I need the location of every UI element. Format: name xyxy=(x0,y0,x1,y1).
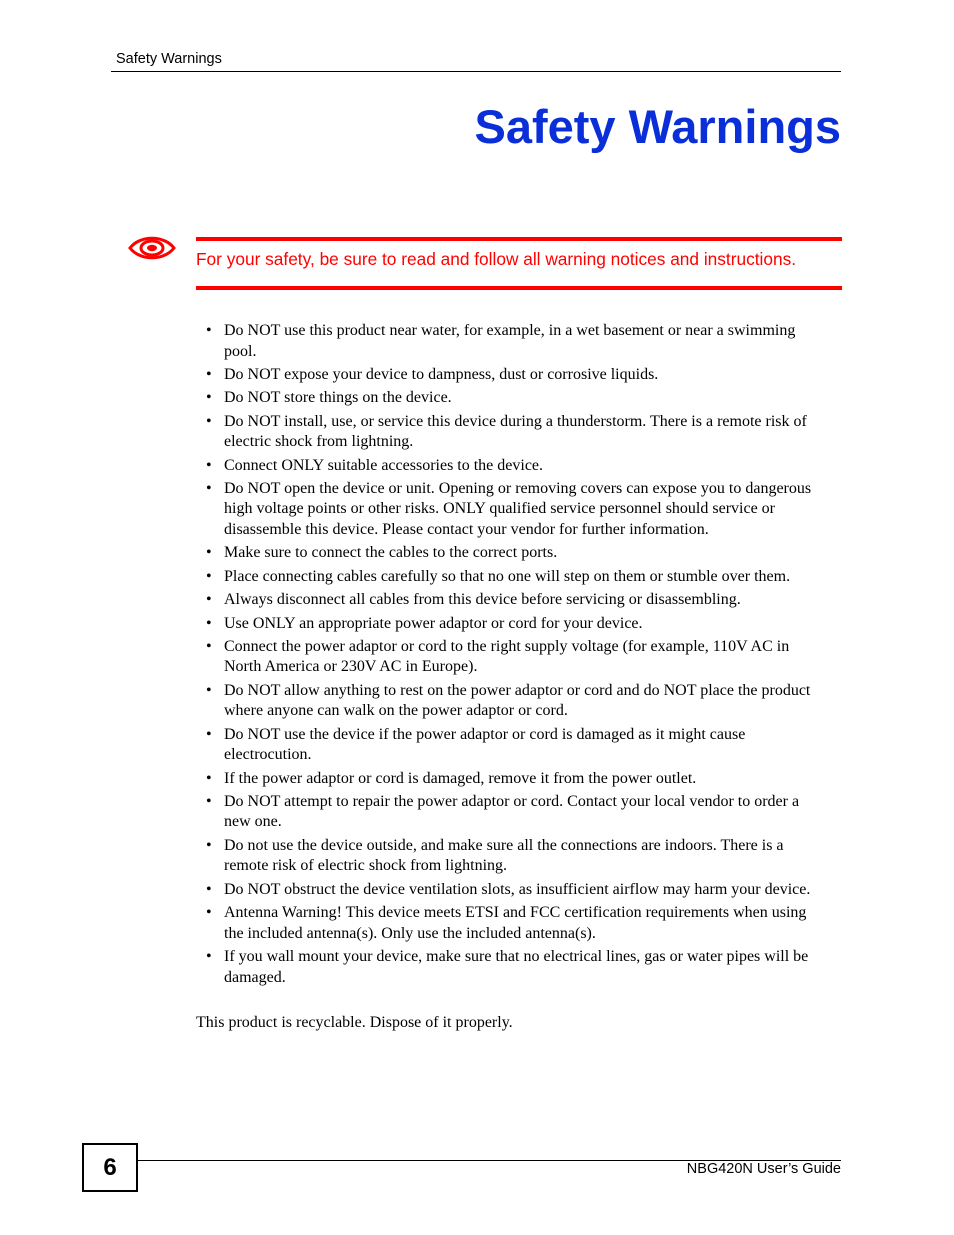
warning-item: • If the power adaptor or cord is damaged, remove it from the power outlet. xyxy=(204,769,824,790)
eye-icon xyxy=(128,234,176,262)
header-rule xyxy=(111,71,841,72)
warning-item: • Do NOT install, use, or service this device during a thunderstorm. There is a remote risk of electric shock from lightning. xyxy=(204,412,824,453)
warning-item: • Do NOT expose your device to dampness, dust or corrosive liquids. xyxy=(204,365,824,386)
warning-item: • Use ONLY an appropriate power adaptor or cord for your device. xyxy=(204,614,824,635)
warning-item: • If you wall mount your device, make sure that no electrical lines, gas or water pipes will be damaged. xyxy=(204,947,824,988)
warning-item: • Always disconnect all cables from this device before servicing or disassembling. xyxy=(204,590,824,611)
warning-item: • Place connecting cables carefully so that no one will step on them or stumble over them. xyxy=(204,567,824,588)
warning-item: • Do NOT open the device or unit. Opening or removing covers can expose you to dangerous high voltage points or other risks. ONLY qualified service personnel should service or disassemble this device. Please contact your vendor for further information. xyxy=(204,479,824,541)
warning-item: • Do NOT attempt to repair the power adaptor or cord. Contact your local vendor to order a new one. xyxy=(204,792,824,833)
guide-title: NBG420N User’s Guide xyxy=(686,1161,841,1177)
warning-item: • Do NOT obstruct the device ventilation slots, as insufficient airflow may harm your device. xyxy=(204,880,824,901)
recycle-note: This product is recyclable. Dispose of it properly. xyxy=(196,1014,513,1031)
safety-notice: For your safety, be sure to read and follow all warning notices and instructions. xyxy=(196,249,797,269)
notice-rule-top xyxy=(196,237,842,241)
warning-item: • Do NOT allow anything to rest on the power adaptor or cord and do NOT place the product where anyone can walk on the power adaptor or cord. xyxy=(204,681,824,722)
page-number: 6 xyxy=(82,1143,138,1192)
warning-item: • Do NOT use the device if the power adaptor or cord is damaged as it might cause electrocution. xyxy=(204,725,824,766)
warning-item: • Do not use the device outside, and make sure all the connections are indoors. There is a remote risk of electric shock from lightning. xyxy=(204,836,824,877)
warning-item: • Antenna Warning! This device meets ETSI and FCC certification requirements when using the included antenna(s). Only use the included antenna(s). xyxy=(204,903,824,944)
warning-item: • Do NOT store things on the device. xyxy=(204,388,824,409)
warning-item: • Make sure to connect the cables to the correct ports. xyxy=(204,543,824,564)
warning-item: • Connect the power adaptor or cord to the right supply voltage (for example, 110V AC in North America or 230V AC in Europe). xyxy=(204,637,824,678)
page-title: Safety Warnings xyxy=(474,100,841,153)
notice-rule-bottom xyxy=(196,286,842,290)
running-header: Safety Warnings xyxy=(116,51,222,67)
warning-item: • Connect ONLY suitable accessories to the device. xyxy=(204,456,824,477)
warning-list xyxy=(204,321,824,991)
warning-item: • Do NOT use this product near water, for example, in a wet basement or near a swimming pool. xyxy=(204,321,824,362)
